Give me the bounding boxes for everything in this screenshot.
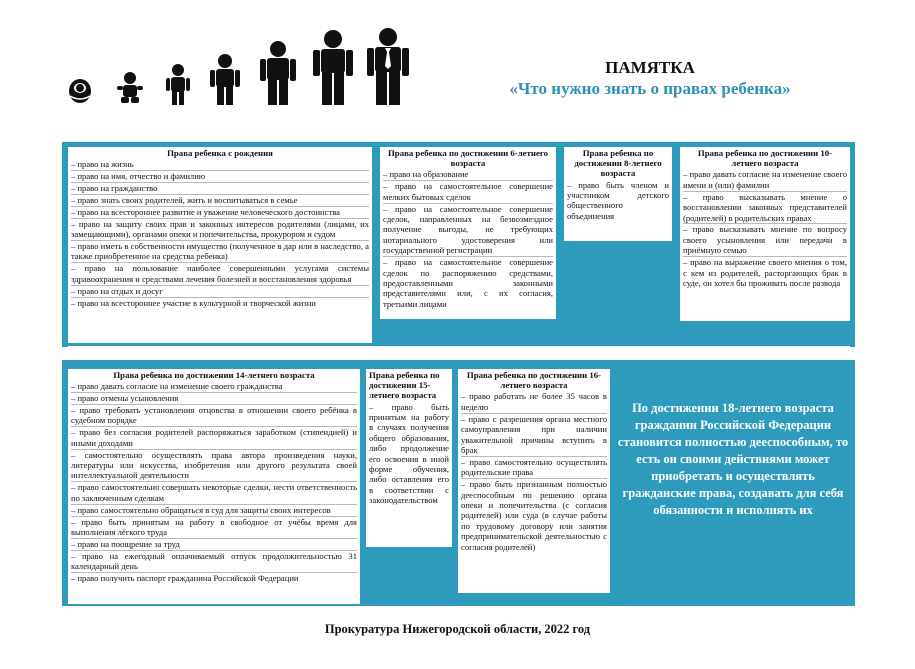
section-title: Права ребенка по достижении 6-летнего возраста [387, 148, 549, 169]
list-item: – право быть признанным полностью дееспособным по решению органа опеки и попечительства (с согласия родителей) или суда (в случае работы по трудовому договору или занятия предпринимательской деятельностью с согласия родителей) [461, 479, 607, 552]
list-item: – право иметь в собственности имущество (полученное в дар или в наследство, а также приобретенное на средства ребенка) [71, 241, 369, 262]
list-item: – право на имя, отчество и фамилию [71, 171, 369, 183]
list-item: – право на самостоятельное совершение сделок по распоряжению средствами, предоставленными законными представителями или, с их согласия, третьими лицами [383, 257, 553, 309]
list-item: – право получить паспорт гражданина Российской Федерации [71, 573, 299, 584]
list-item: – самостоятельно осуществлять права автора произведения науки, литературы или искусства, изобретения или другого результата своей интеллектуальной деятельности [71, 449, 357, 481]
child-icon [166, 64, 190, 105]
list-item: – право быть принятым на работу в случаях получения общего образования, либо продолжение его освоения в иной форме обучения, либо оставления его в соответствии с законодательством [369, 401, 449, 506]
page-title: ПАМЯТКА [605, 58, 695, 77]
list-item: – право самостоятельно обращаться в суд для защиты своих интересов [71, 505, 357, 517]
section-age-10 [680, 147, 850, 321]
section-title: Права ребенка по достижении 8-летнего возраста [574, 148, 662, 179]
list-item: – право на пользование наиболее совершенными услугами системы здравоохранения и средствами лечения болезней и восстановления здоровья [71, 263, 369, 284]
list-item: – право давать согласие на изменение своего гражданства [71, 381, 357, 393]
list-item: – право требовать установления отцовства в отношении своего ребёнка в судебном порядке [71, 405, 357, 426]
toddler-icon [117, 72, 143, 103]
section-title: Права ребенка по достижении 14-летнего возраста [113, 370, 315, 380]
list-item: – право с разрешения органа местного самоуправления при наличии уважительной причины вступить в брак [461, 413, 607, 455]
rights-list [383, 169, 553, 309]
age-silhouettes [60, 28, 420, 106]
teen-icon [260, 41, 296, 105]
section-age-16 [458, 369, 610, 593]
page-subtitle: «Что нужно знать о правах ребенка» [509, 79, 791, 98]
list-item: – право на образование [383, 169, 553, 181]
list-item: – право высказывать мнение о восстановлении законных представителей (родителей) в родительских правах [683, 191, 847, 223]
list-item: – право на выражение своего мнения о том, с кем из родителей, расторгающих брак в суде, он хотел бы проживать после развода [683, 257, 847, 288]
list-item: – право на самостоятельное совершение мелких бытовых сделок [383, 181, 553, 202]
list-item: – право на всестороннее участие в культурной и творческой жизни [71, 297, 316, 308]
silhouettes-svg [60, 28, 420, 106]
rights-list [71, 381, 357, 584]
list-item: – право на гражданство [71, 183, 369, 195]
list-item: – право работать не более 35 часов в неделю [461, 391, 607, 412]
section-title: Права ребенка с рождения [167, 148, 273, 158]
rights-list [461, 391, 607, 552]
list-item: – право самостоятельно осуществлять родительские права [461, 456, 607, 478]
panel-divider [68, 346, 850, 360]
section-title: Права ребенка по достижении 15-летнего возраста [369, 370, 440, 401]
list-item: – право отмены усыновления [71, 393, 357, 405]
list-item: – право высказывать мнение по вопросу своего усыновления или передачи в приёмную семью [683, 224, 847, 256]
section-age-18: По достижении 18-летнего возраста гражданин Российской Федерации становится полностью дееспособным, то есть он своими действиями может приобретать и осуществлять гражданские права, создавать для себя обязанности и исполнять их [617, 401, 849, 517]
list-item: – право на поощрение за труд [71, 539, 357, 551]
section-age-14 [68, 369, 360, 604]
section-title: Права ребенка по достижении 16-летнего возраста [466, 370, 602, 391]
section-age-8 [564, 147, 672, 241]
list-item: – право давать согласие на изменение своего имени и (или) фамилии [683, 169, 847, 190]
list-item: – право без согласия родителей распоряжаться заработком (стипендией) и иными доходами [71, 427, 357, 448]
list-item: – право на жизнь [71, 159, 369, 171]
young-man-icon [313, 30, 353, 105]
list-item: – право быть принятым на работу в свободное от учёбы время для выполнения лёгкого труда [71, 516, 357, 537]
rights-list [567, 180, 669, 222]
rights-list [683, 169, 847, 288]
section-birth [68, 147, 372, 343]
list-item: – право быть членом и участником детского общественного объединения [567, 179, 669, 221]
list-item: – право на ежегодный оплачиваемый отпуск продолжительностью 31 календарный день [71, 550, 357, 572]
list-item: – право самостоятельно совершать некоторые сделки, нести ответственность по заключенным сделкам [71, 482, 357, 503]
boy-icon [210, 54, 240, 105]
list-item: – право на всестороннее развитие и уважение человеческого достоинства [71, 207, 369, 219]
footer-credit: Прокуратура Нижегородской области, 2022 год [324, 622, 591, 636]
baby-icon [69, 79, 91, 103]
section-age-15 [366, 369, 452, 547]
list-item: – право на самостоятельное совершение сделок, направленных на безвозмездное получение выгоды, не требующих нотариального удостоверения или государственной регистрации [383, 203, 553, 256]
section-title: Права ребенка по достижении 10-летнего возраста [697, 148, 833, 169]
rights-list [71, 159, 369, 308]
section-age-6 [380, 147, 556, 319]
list-item: – право знать своих родителей, жить и воспитываться в семье [71, 195, 369, 207]
adult-icon [367, 28, 409, 105]
list-item: – право на отдых и досуг [71, 286, 369, 298]
list-item: – право на защиту своих прав и законных интересов родителями (лицами, их замещающими), органами опеки и попечительства, прокурором и судом [71, 218, 369, 240]
rights-list [369, 402, 449, 507]
